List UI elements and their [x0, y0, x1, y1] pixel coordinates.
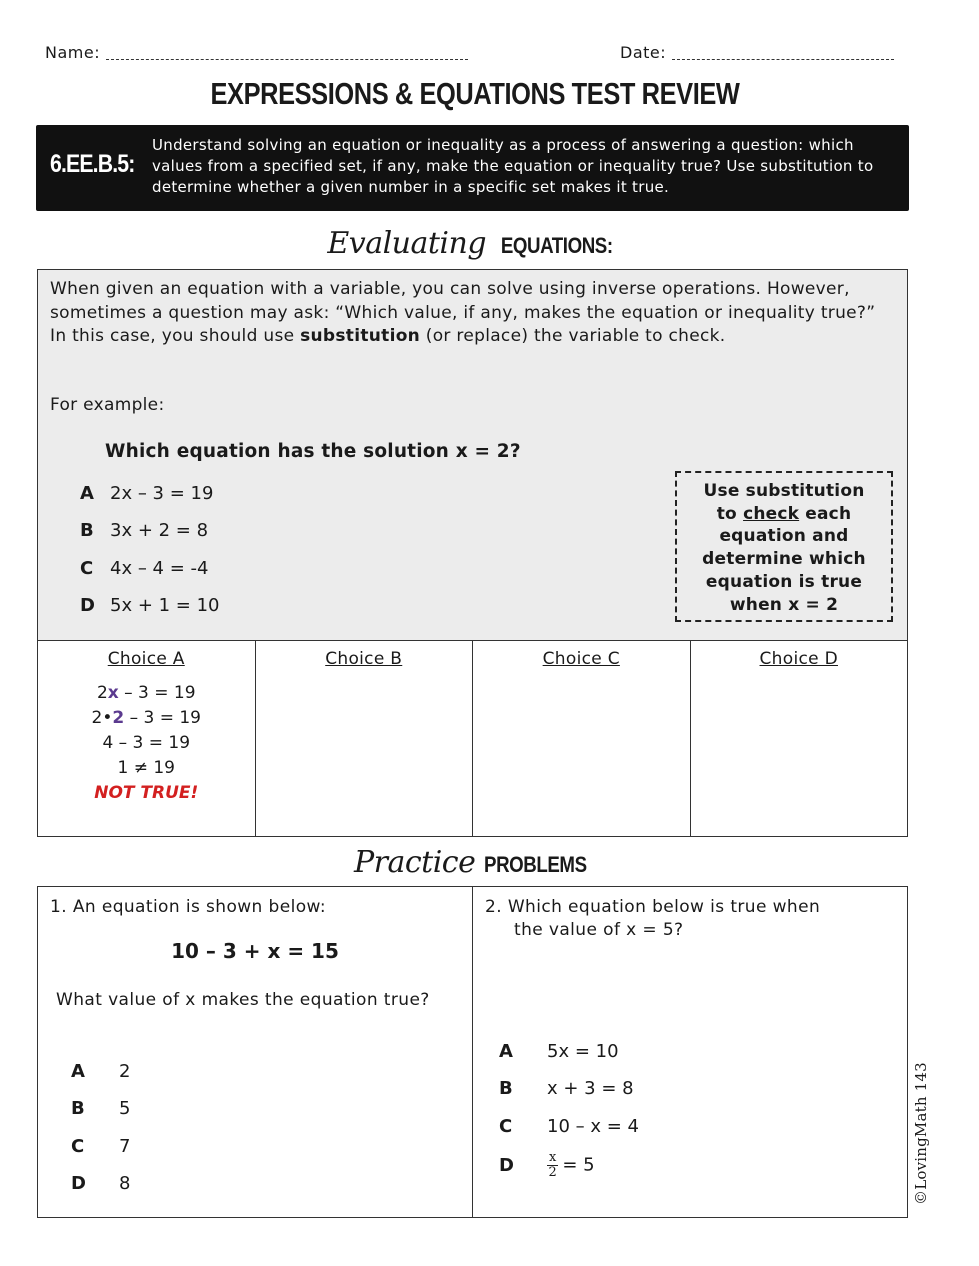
choice-letter: C: [80, 558, 94, 579]
page-title: EXPRESSIONS & EQUATIONS TEST REVIEW: [210, 76, 740, 111]
intro-bold-term: substitution: [300, 326, 421, 346]
example-label: For example:: [50, 395, 165, 415]
problem-1-answer-b[interactable]: [71, 1098, 130, 1119]
answer-value: 5: [119, 1098, 131, 1119]
hint-callout: [675, 471, 893, 622]
example-choice-a: [80, 483, 213, 504]
choice-letter: D: [80, 595, 95, 616]
problem-2-prompt: [485, 896, 820, 942]
answer-letter: B: [71, 1098, 85, 1119]
choice-d-cell[interactable]: [691, 641, 908, 836]
standard-banner: [36, 125, 909, 211]
hint-line: equation and: [719, 526, 849, 547]
work-line: 1 ≠ 19: [117, 758, 175, 778]
work-line: 4 – 3 = 19: [102, 733, 191, 753]
problem-1-answer-c[interactable]: [71, 1136, 130, 1157]
problem-1-answer-a[interactable]: [71, 1061, 130, 1082]
answer-value: 5x = 10: [547, 1041, 619, 1062]
intro-paragraph: [50, 278, 890, 349]
hint-text: to: [716, 503, 744, 524]
date-field[interactable]: [620, 43, 894, 62]
problem-2-answer-b[interactable]: [499, 1078, 634, 1099]
answer-value: x + 3 = 8: [547, 1078, 634, 1099]
answer-letter: C: [71, 1136, 85, 1157]
hint-line: when x = 2: [729, 594, 839, 615]
date-blank[interactable]: [672, 46, 894, 60]
evaluating-bold: EQUATIONS:: [501, 233, 613, 258]
answer-value: 7: [119, 1136, 131, 1157]
choice-letter: A: [80, 483, 94, 504]
date-label: Date:: [620, 43, 667, 62]
hint-line: Use substitution: [703, 481, 865, 501]
work-line: [38, 681, 255, 706]
copyright-notice: ©LovingMath 143: [912, 1062, 930, 1205]
answer-value: = 5: [562, 1154, 595, 1176]
answer-letter: C: [499, 1116, 513, 1137]
practice-bold: PROBLEMS: [484, 852, 587, 877]
verdict-not-true: NOT TRUE!: [94, 783, 199, 803]
choice-equation: 5x + 1 = 10: [110, 595, 220, 616]
answer-letter: A: [499, 1041, 513, 1062]
choice-work-table: [37, 640, 908, 837]
problem-2-prompt-line: the value of x = 5?: [514, 920, 684, 940]
answer-value: 2: [119, 1061, 131, 1082]
choice-b-header: Choice B: [325, 649, 403, 669]
problem-1-answer-d[interactable]: [71, 1173, 130, 1194]
hint-line: [677, 503, 891, 526]
work-text: 2: [96, 683, 108, 703]
choice-letter: B: [80, 520, 94, 541]
evaluating-panel: [37, 269, 908, 641]
intro-text-1: When given an equation with a variable, you can solve using inverse operations. However, sometimes a question may ask: “Which value, if any, makes the equation or inequality true?” In this case, you should use: [50, 279, 876, 346]
evaluating-heading: [0, 226, 950, 261]
practice-heading: [0, 845, 950, 880]
answer-letter: D: [71, 1173, 86, 1194]
answer-letter: B: [499, 1078, 513, 1099]
fraction-numerator: x: [549, 1150, 557, 1165]
answer-value: 10 – x = 4: [547, 1116, 639, 1137]
evaluating-script: Evaluating: [327, 226, 487, 261]
problem-2: [473, 887, 907, 1217]
problem-1-prompt: 1. An equation is shown below:: [50, 897, 327, 917]
name-label: Name:: [45, 43, 101, 62]
problem-2-answer-c[interactable]: [499, 1116, 639, 1137]
fraction-denominator: 2: [548, 1165, 557, 1180]
choice-c-cell[interactable]: [473, 641, 691, 836]
problem-1-question: What value of x makes the equation true?: [56, 990, 430, 1010]
choice-a-cell[interactable]: [38, 641, 256, 836]
hint-underlined: check: [743, 503, 800, 524]
problem-2-answer-a[interactable]: [499, 1041, 619, 1062]
choice-equation: 2x – 3 = 19: [110, 483, 214, 504]
work-text: – 3 = 19: [124, 708, 201, 728]
example-question: Which equation has the solution x = 2?: [105, 441, 521, 462]
choice-c-header: Choice C: [542, 649, 620, 669]
practice-panel: [37, 886, 908, 1218]
hint-line: equation is true: [705, 571, 863, 592]
problem-2-prompt-line: 2. Which equation below is true when: [485, 897, 821, 917]
answer-letter: D: [499, 1154, 514, 1176]
fraction: [547, 1151, 558, 1180]
choice-d-header: Choice D: [759, 649, 838, 669]
choice-equation: 3x + 2 = 8: [110, 520, 209, 541]
example-choice-c: [80, 558, 208, 579]
problem-2-answer-d[interactable]: [499, 1151, 595, 1180]
choice-b-cell[interactable]: [256, 641, 474, 836]
name-field[interactable]: [45, 43, 468, 62]
choice-equation: 4x – 4 = -4: [110, 558, 209, 579]
problem-1: [38, 887, 473, 1217]
work-variable: x: [107, 683, 119, 703]
work-text: 2•: [91, 708, 113, 728]
example-choice-b: [80, 520, 208, 541]
answer-letter: A: [71, 1061, 85, 1082]
intro-text-2: (or replace) the variable to check.: [420, 326, 726, 346]
hint-text: each: [799, 503, 852, 524]
example-choice-d: [80, 595, 220, 616]
work-line: [38, 706, 255, 731]
work-text: – 3 = 19: [118, 683, 196, 703]
practice-script: Practice: [353, 845, 476, 880]
answer-value: 8: [119, 1173, 131, 1194]
choice-a-header: Choice A: [107, 649, 185, 669]
problem-1-equation: 10 – 3 + x = 15: [171, 939, 339, 963]
standard-description: Understand solving an equation or inequality as a process of answering a question: which values from a specified set, if any, make the equation or inequality true? Use substitution to determine whether a given number in a specific set makes it true.: [152, 136, 874, 196]
name-blank[interactable]: [106, 46, 468, 60]
standard-code: 6.EE.B.5:: [50, 150, 135, 178]
hint-line: determine which: [702, 549, 866, 570]
work-substituted-value: 2: [112, 708, 125, 728]
